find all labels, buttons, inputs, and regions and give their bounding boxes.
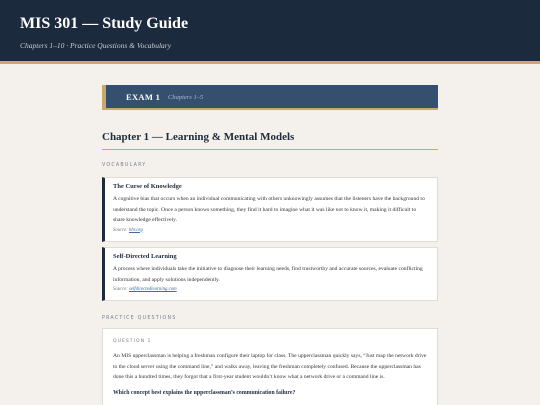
vocab-source [113, 228, 429, 233]
vocab-term: Self-Directed Learning [113, 253, 177, 260]
question-card [102, 328, 438, 405]
vocab-term: The Curse of Knowledge [113, 183, 182, 190]
chapter-divider [102, 149, 438, 150]
page-subtitle: Chapters 1–10 · Practice Questions & Vocabulary [20, 41, 172, 50]
vocab-source [113, 287, 429, 292]
exam-banner[interactable] [102, 85, 438, 110]
question-text: An MIS upperclassman is helping a freshman configure their laptop for class. The upperclassman quickly says, “Just map the network drive to the cloud server using the command line,” and walks away, leaving the freshman completely confused. Because the upperclassman has done this a hundred times, they forgot that a first-year student wouldn’t know what a network drive or a command line is. [113, 353, 427, 380]
vocab-card-self-directed-learning [102, 247, 438, 301]
vocab-definition: A process where individuals take the initiative to diagnose their learning needs, find trustworthy and accurate sources, evaluate conflicting information, and apply solutions independently. [113, 266, 423, 283]
source-label: Source: [113, 287, 128, 292]
source-link[interactable]: hbr.org [128, 227, 143, 233]
vocab-card-curse-of-knowledge [102, 177, 438, 242]
source-link[interactable]: selfdirectedlearning.com [128, 287, 177, 292]
exam-title: EXAM 1 [126, 92, 161, 102]
exam-subtitle: Chapters 1–5 [168, 94, 204, 101]
source-label: Source: [113, 227, 128, 233]
practice-section-label: PRACTICE QUESTIONS [102, 316, 177, 321]
question-prompt: Which concept best explains the upperclassman’s communication failure? [113, 389, 296, 396]
vocab-definition: A cognitive bias that occurs when an individual communicating with others unknowingly assumes that the listeners have the background to understand the topic. Once a person knows something, they find it hard to imagine what it was like not to know it, making it difficult to share knowledge effectively. [113, 196, 425, 223]
question-number: QUESTION 1 [113, 339, 152, 344]
chapter-title: Chapter 1 — Learning & Mental Models [102, 131, 295, 143]
vocabulary-section-label: VOCABULARY [102, 163, 147, 168]
page-title: MIS 301 — Study Guide [20, 15, 189, 32]
page-header [0, 0, 540, 64]
